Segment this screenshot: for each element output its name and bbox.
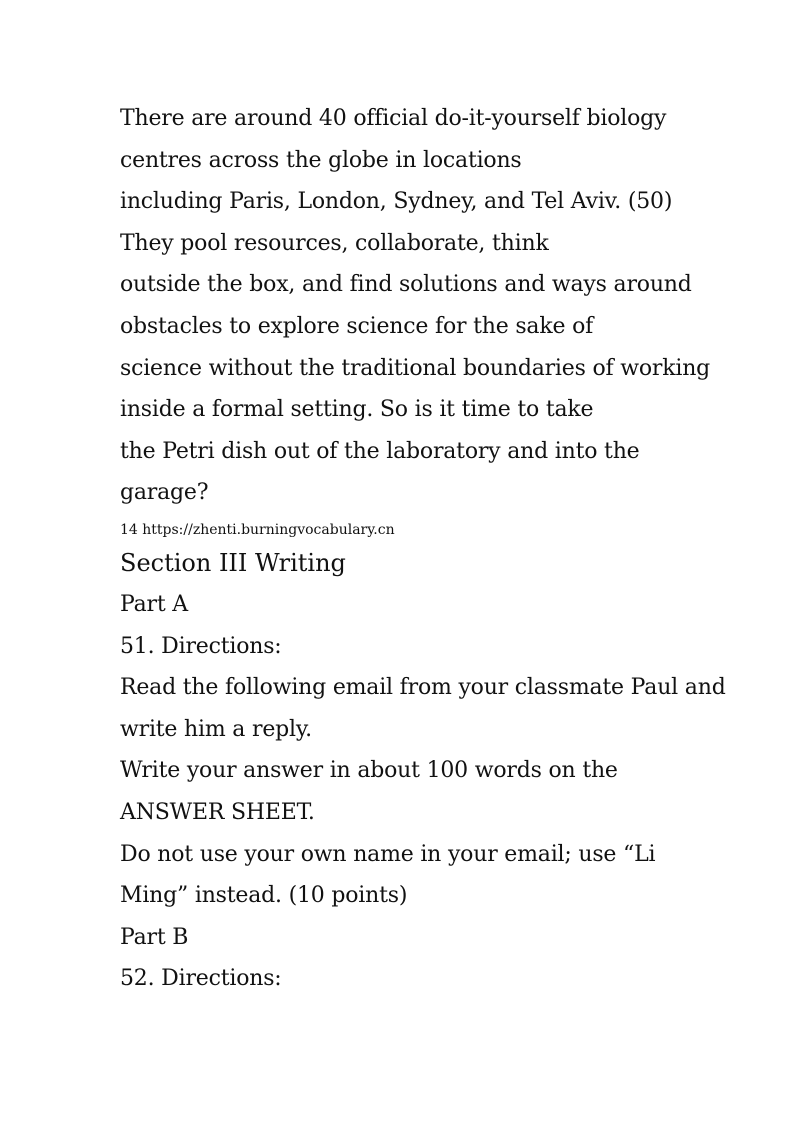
passage-line: There are around 40 official do-it-yourself biology bbox=[120, 106, 667, 131]
passage-line: including Paris, London, Sydney, and Tel Aviv. (50) bbox=[120, 189, 673, 215]
passage-line: science without the traditional boundaries of working bbox=[120, 355, 711, 381]
passage-line: centres across the globe in locations bbox=[120, 147, 522, 173]
directions-line: Ming” instead. (10 points) bbox=[120, 883, 408, 909]
document-page bbox=[120, 98, 726, 1000]
directions-line: ANSWER SHEET. bbox=[120, 799, 315, 825]
passage-line: inside a formal setting. So is it time to take bbox=[120, 397, 594, 423]
part-a-label: Part A bbox=[120, 591, 188, 617]
part-a bbox=[120, 584, 726, 917]
directions-line: Read the following email from your classmate Paul and bbox=[120, 675, 726, 701]
directions-line: Write your answer in about 100 words on the bbox=[120, 758, 618, 784]
section-title: Section III Writing bbox=[120, 548, 346, 577]
directions-line: write him a reply. bbox=[120, 716, 312, 742]
passage-line: the Petri dish out of the laboratory and into the bbox=[120, 438, 640, 464]
directions-line: Do not use your own name in your email; use “Li bbox=[120, 841, 656, 867]
passage bbox=[120, 98, 720, 514]
directions-line: 51. Directions: bbox=[120, 633, 282, 659]
directions-line: 52. Directions: bbox=[120, 966, 282, 992]
page-footer-url: 14 https://zhenti.burningvocabulary.cn bbox=[120, 521, 395, 538]
part-b-label: Part B bbox=[120, 924, 189, 950]
part-b bbox=[120, 917, 720, 1000]
passage-line: They pool resources, collaborate, think bbox=[120, 230, 549, 256]
passage-line: garage? bbox=[120, 480, 209, 506]
passage-line: outside the box, and find solutions and ways around bbox=[120, 272, 692, 298]
passage-line: obstacles to explore science for the sake of bbox=[120, 313, 594, 339]
